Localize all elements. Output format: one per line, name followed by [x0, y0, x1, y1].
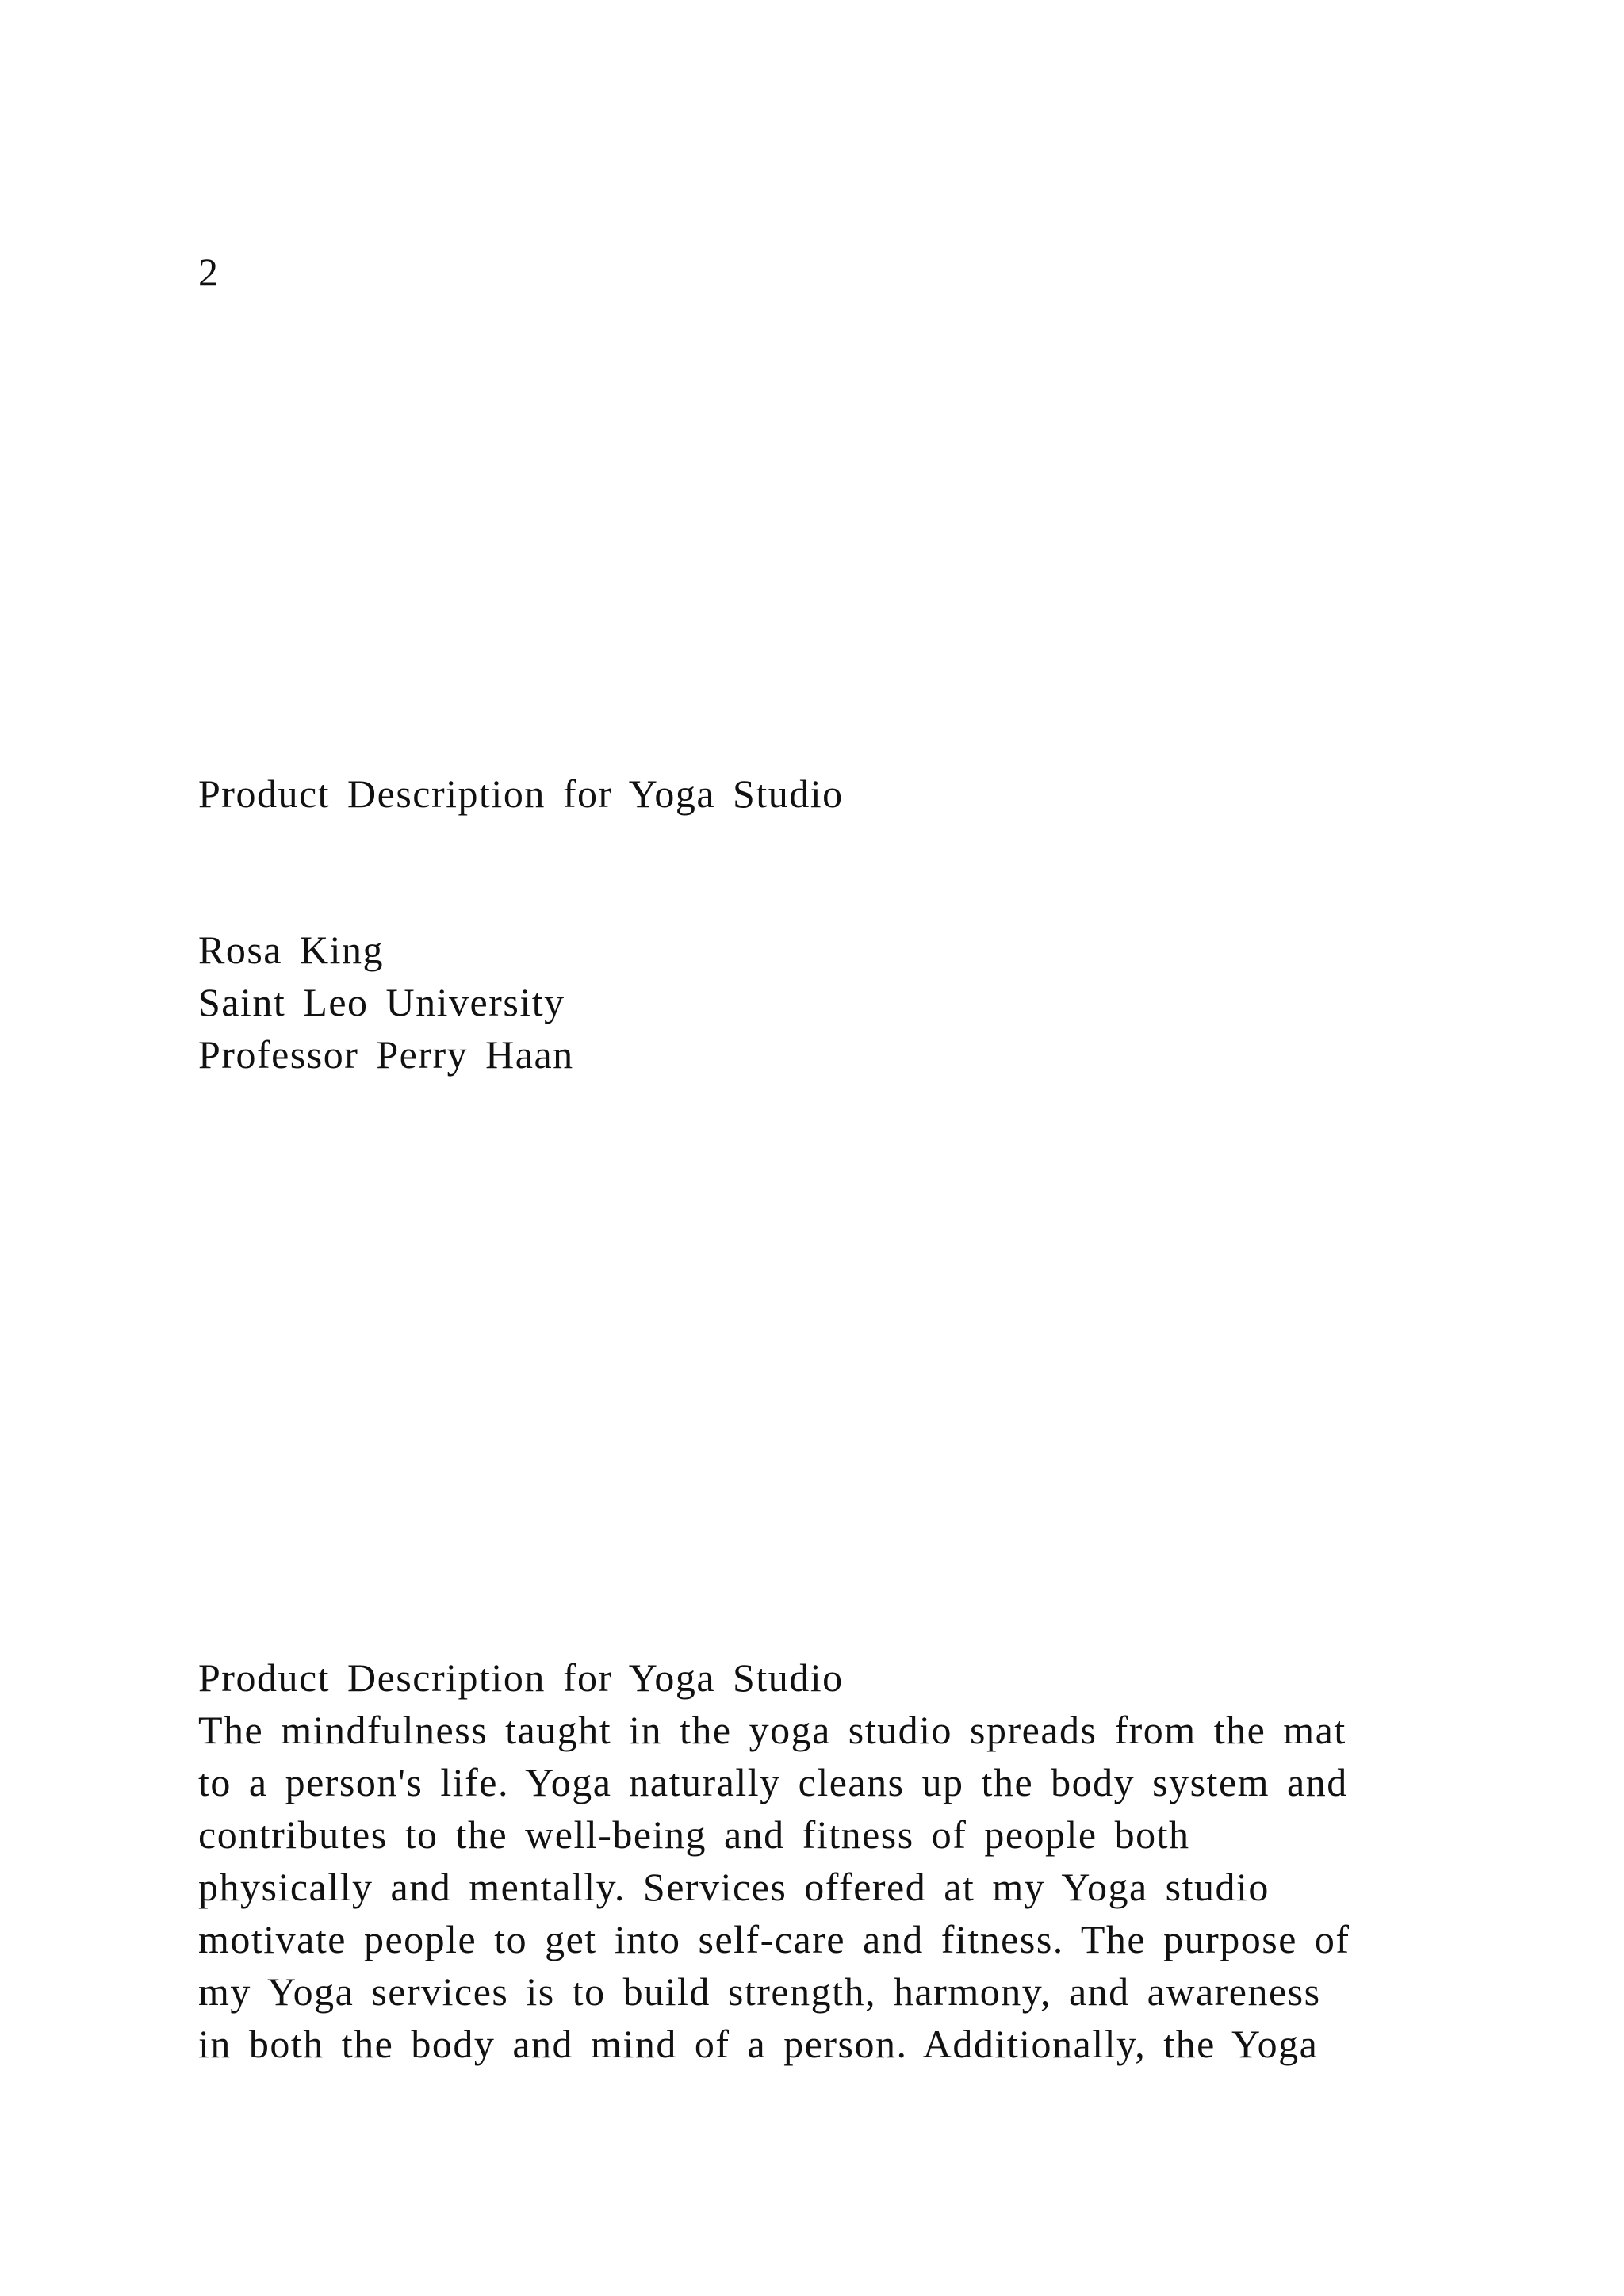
page-number: 2: [198, 250, 220, 294]
institution-name: Saint Leo University: [198, 980, 565, 1024]
body-paragraph: [198, 1704, 1350, 2070]
paragraph-line: motivate people to get into self-care and fitness. The purpose of: [198, 1917, 1350, 1961]
paragraph-line: The mindfulness taught in the yoga studio spreads from the mat: [198, 1708, 1346, 1752]
instructor-name: Professor Perry Haan: [198, 1032, 574, 1077]
paragraph-line: physically and mentally. Services offered at my Yoga studio: [198, 1865, 1270, 1909]
paragraph-line: my Yoga services is to build strength, harmony, and awareness: [198, 1969, 1321, 2014]
cover-title: Product Description for Yoga Studio: [198, 771, 844, 816]
paragraph-line: contributes to the well-being and fitness of people both: [198, 1812, 1190, 1857]
author-name: Rosa King: [198, 928, 384, 972]
paragraph-line: to a person's life. Yoga naturally cleans up the body system and: [198, 1760, 1348, 1804]
paragraph-line: in both the body and mind of a person. Additionally, the Yoga: [198, 2022, 1319, 2066]
body-title: Product Description for Yoga Studio: [198, 1655, 844, 1700]
